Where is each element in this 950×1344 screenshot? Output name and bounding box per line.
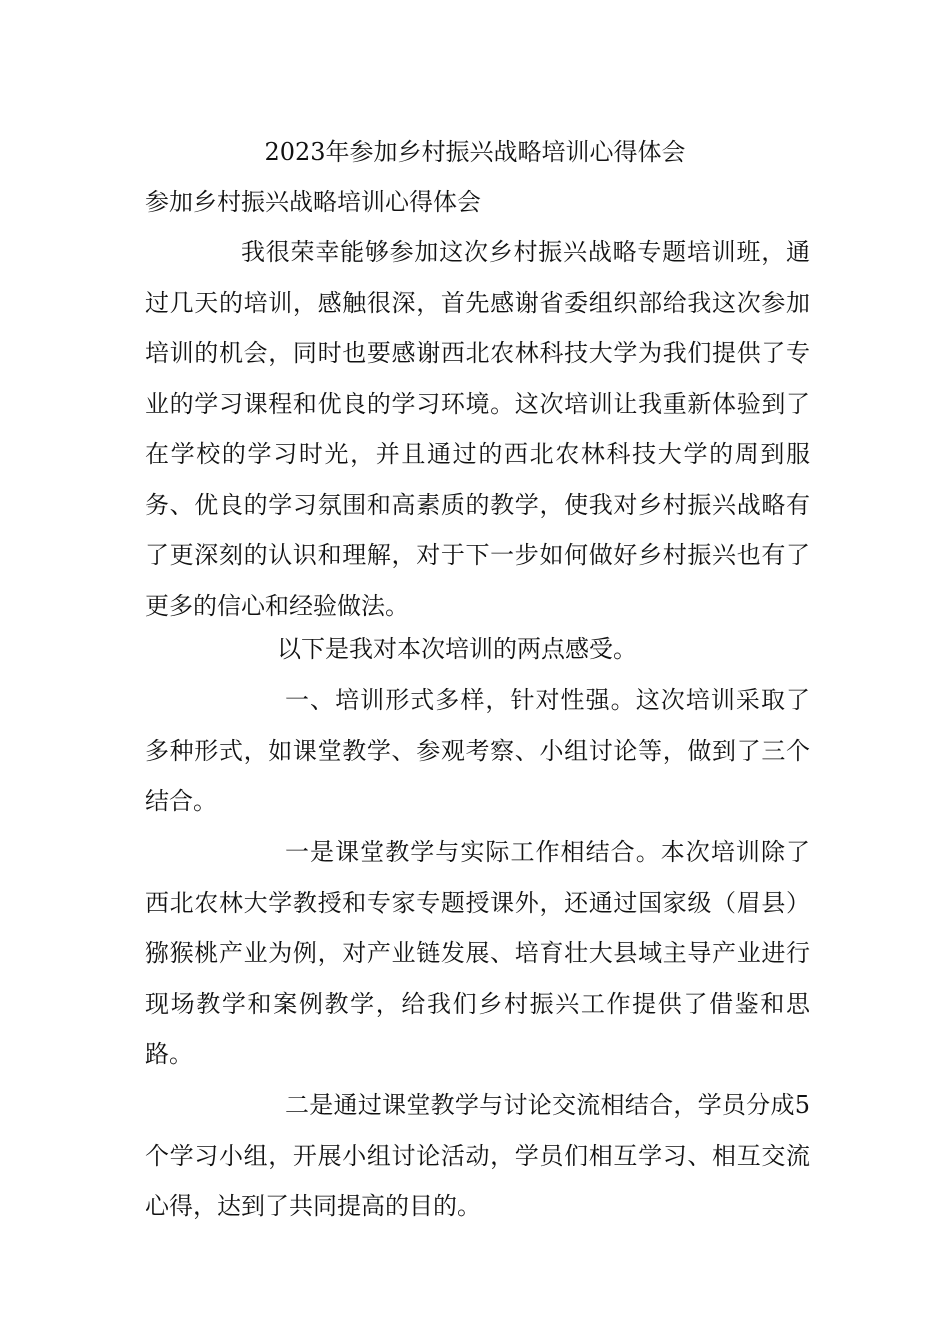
paragraph-intro: 我很荣幸能够参加这次乡村振兴战略专题培训班，通过几天的培训，感触很深，首先感谢省委组织部给我这次参加培训的机会，同时也要感谢西北农林科技大学为我们提供了专业的学习课程和优良的学习环境。这次培训让我重新体验到了在学校的学习时光，并且通过的西北农林科技大学的周到服务、优良的学习氛围和高素质的教学，使我对乡村振兴战略有了更深刻的认识和理解，对于下一步如何做好乡村振兴也有了更多的信心和经验做法。 <box>145 238 810 620</box>
paragraph-point-one: 一、培训形式多样，针对性强。这次培训采取了多种形式，如课堂教学、参观考察、小组讨论等，做到了三个结合。 <box>145 686 810 815</box>
paragraph-combination-one: 一是课堂教学与实际工作相结合。本次培训除了西北农林大学教授和专家专题授课外，还通过国家级（眉县）猕猴桃产业为例，对产业链发展、培育壮大县域主导产业进行现场教学和案例教学，给我们乡村振兴工作提供了借鉴和思路。 <box>145 838 810 1068</box>
paragraph-summary: 以下是我对本次培训的两点感受。 <box>277 635 637 663</box>
paragraph-combination-two: 二是通过课堂教学与讨论交流相结合，学员分成5个学习小组，开展小组讨论活动，学员们相互学习、相互交流心得，达到了共同提高的目的。 <box>145 1091 810 1220</box>
document-subtitle: 参加乡村振兴战略培训心得体会 <box>145 188 481 216</box>
document-title: 2023年参加乡村振兴战略培训心得体会 <box>264 138 686 166</box>
